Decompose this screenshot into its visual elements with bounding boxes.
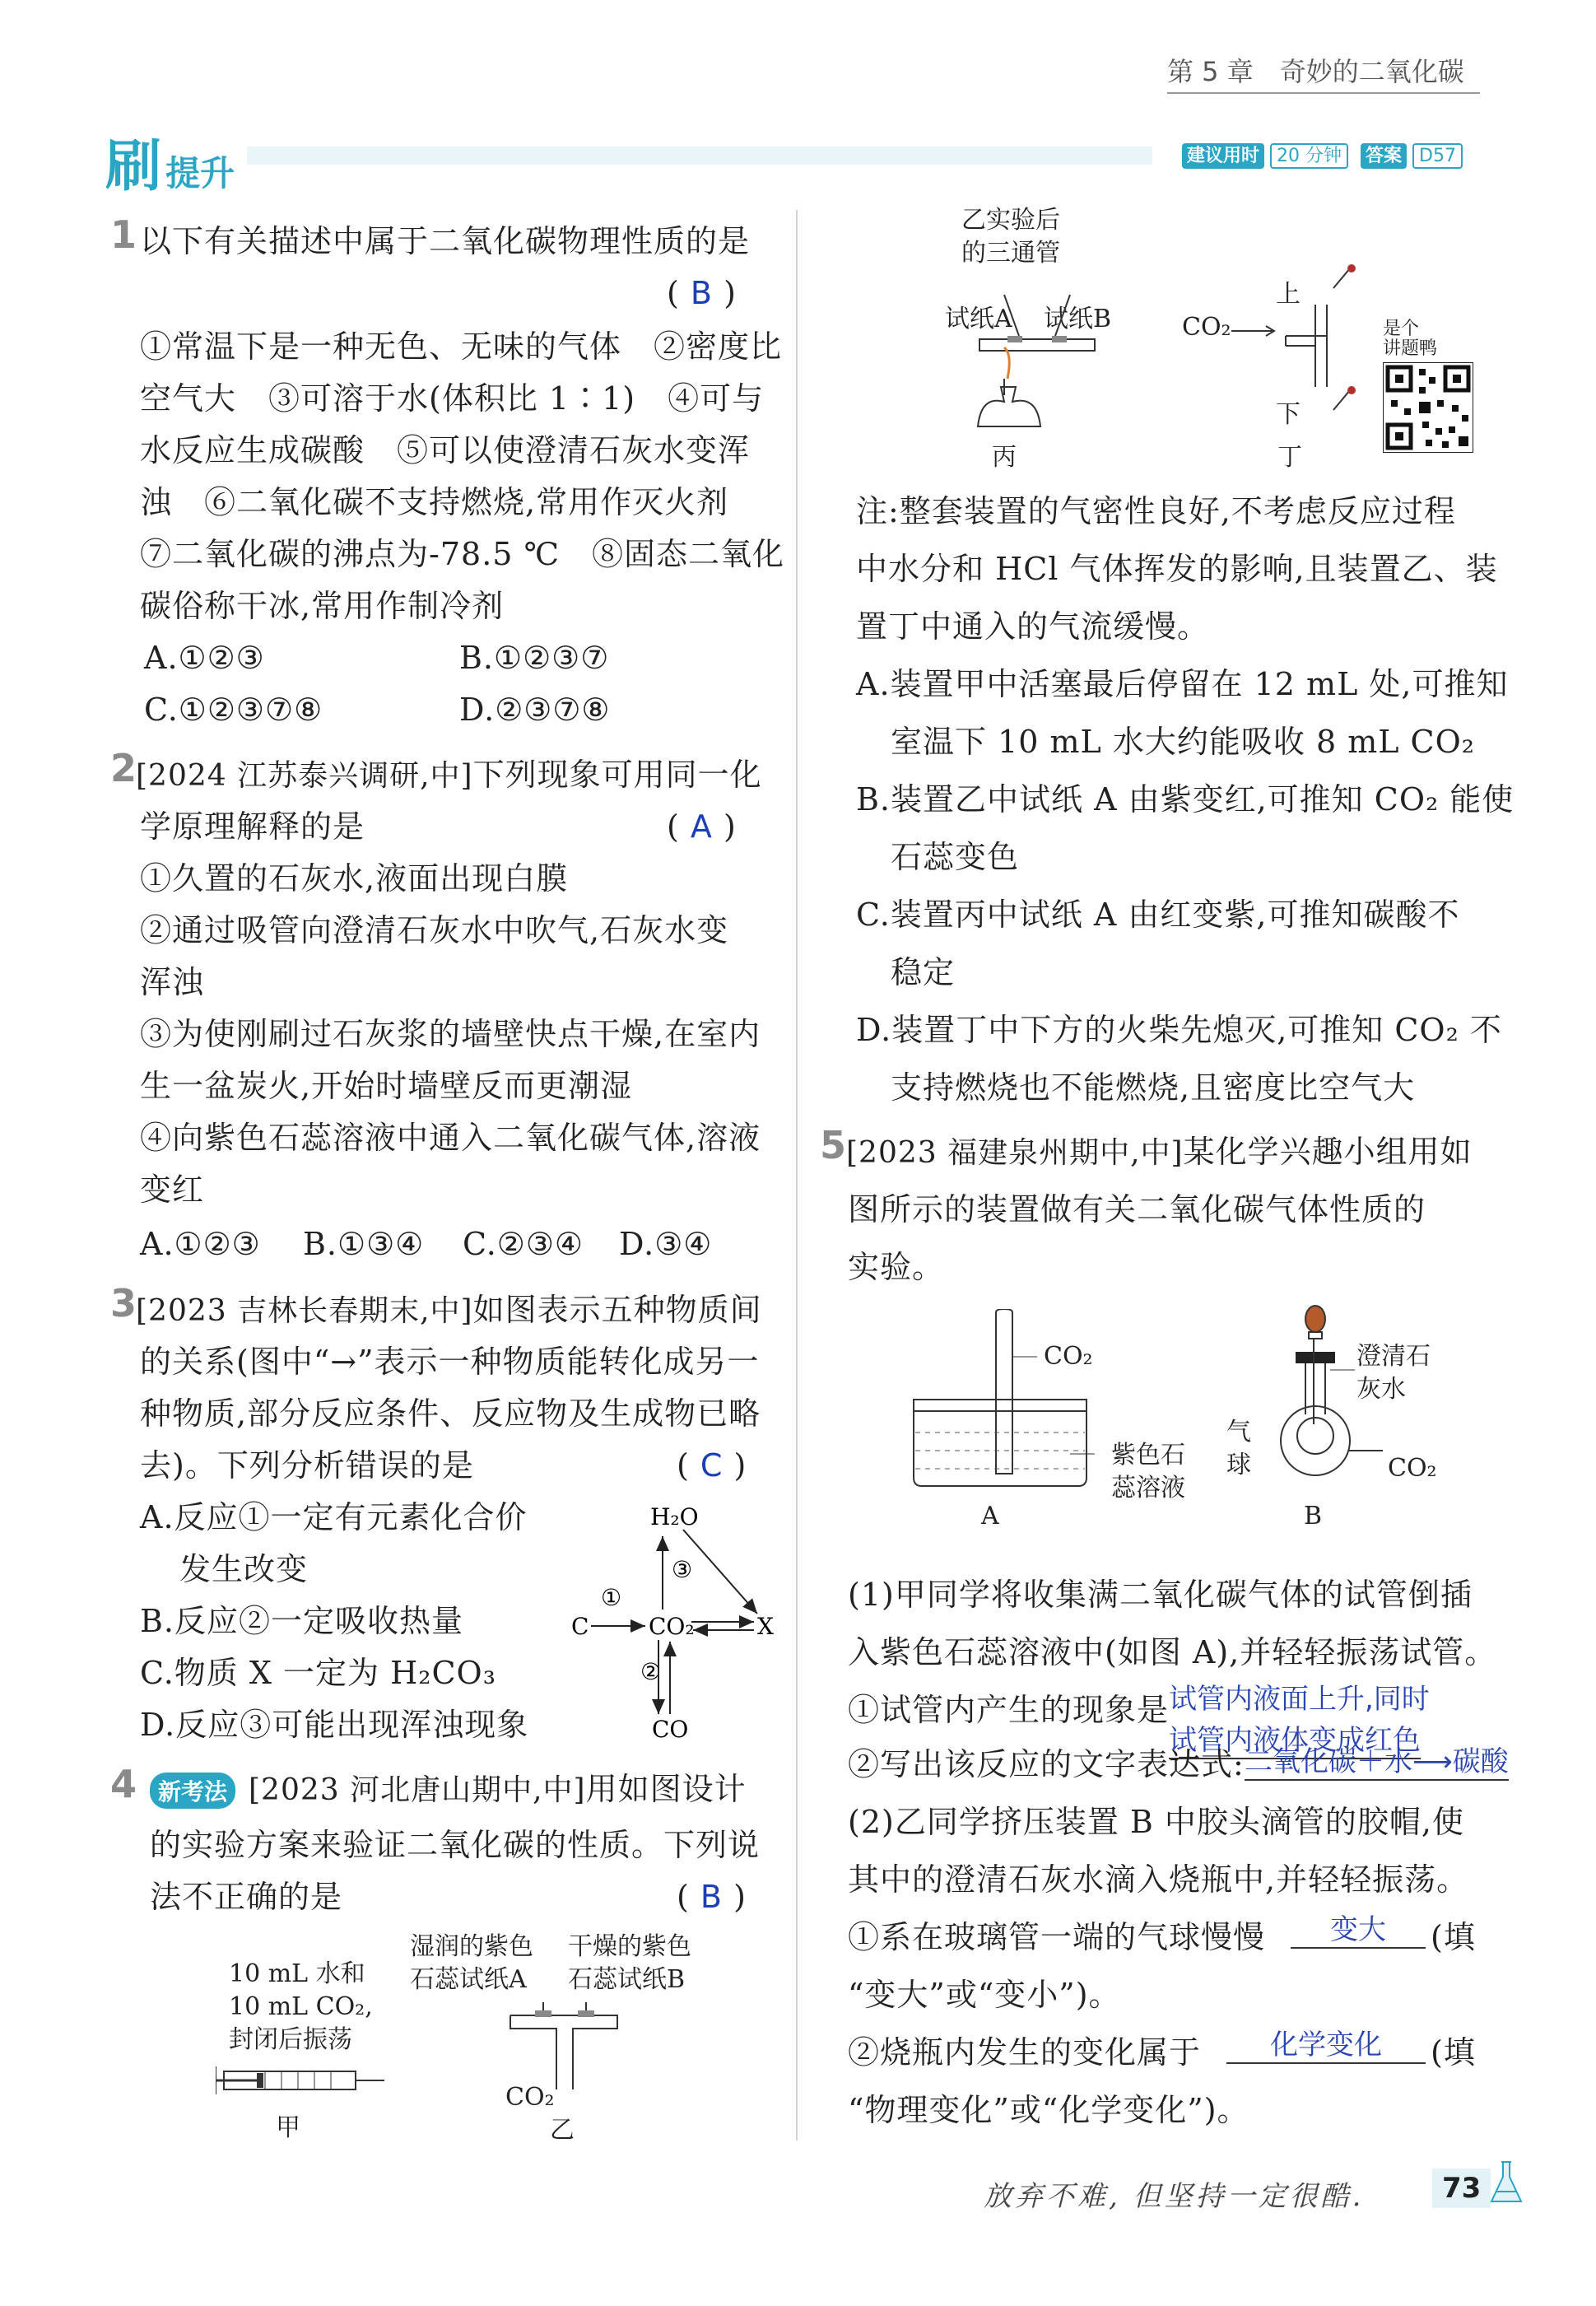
question-5-part-2: 其中的澄清石灰水滴入烧瓶中,并轻轻振荡。 [848, 1861, 1469, 1898]
question-1-statement: ⑦二氧化碳的沸点为-78.5 ℃ ⑧固态二氧化 [140, 536, 785, 572]
question-4-option-d: D.装置丁中下方的火柴先熄灭,可推知 CO₂ 不 [856, 1012, 1502, 1048]
question-3-number: 3 [110, 1281, 137, 1325]
question-5-part-2-q1-post: (填 [1431, 1919, 1476, 1955]
question-4-option-d-cont: 支持燃烧也不能燃烧,且密度比空气大 [891, 1069, 1416, 1106]
question-5-part-2-answer-1: 变大 [1291, 1907, 1426, 1949]
question-4-line: 法不正确的是 [150, 1879, 343, 1915]
question-4-badge: 新考法 [150, 1773, 235, 1809]
fig-bing-apparatus [955, 272, 1103, 436]
question-5-part-2-q2: ②烧瓶内发生的变化属于 [848, 2034, 1202, 2071]
node-co: CO [652, 1716, 689, 1743]
fig-bing-name: 丙 [992, 443, 1017, 472]
question-1-option-a: A.①②③ [144, 640, 265, 676]
fig-yi-gas: CO₂ [505, 2083, 555, 2112]
question-2-statement: ①久置的石灰水,液面出现白膜 [140, 860, 569, 897]
question-5-part-2: (2)乙同学挤压装置 B 中胶头滴管的胶帽,使 [848, 1804, 1464, 1840]
question-2-statement: ④向紫色石蕊溶液中通入二氧化碳气体,溶液 [140, 1120, 761, 1156]
header-band [247, 147, 1152, 165]
question-5-line: 实验。 [848, 1249, 945, 1285]
section-badge [105, 122, 235, 202]
label-r3: ③ [672, 1556, 693, 1583]
question-4-option-c: C.装置丙中试纸 A 由红变紫,可推知碳酸不 [856, 897, 1460, 933]
question-4-source: [2023 河北唐山期中,中] [249, 1773, 586, 1807]
question-3-line-1: [2023 吉林长春期末,中]如图表示五种物质间 [136, 1292, 762, 1328]
question-2-statement: 生一盆炭火,开始时墙壁反而更潮湿 [140, 1068, 633, 1104]
flask-icon [1488, 2159, 1524, 2206]
fig-ding-name: 丁 [1277, 443, 1302, 472]
question-2-statement: ②通过吸管向澄清石灰水中吹气,石灰水变 [140, 912, 729, 948]
question-3-option-b: B.反应②一定吸收热量 [140, 1603, 464, 1639]
question-4-line: 的实验方案来验证二氧化碳的性质。下列说 [150, 1827, 761, 1863]
question-4-answer: ( B ) [677, 1879, 747, 1915]
fig-yi-name: 乙 [550, 2116, 575, 2145]
question-5-part-1-q1: ①试管内产生的现象是 [848, 1692, 1170, 1728]
question-3-option-a: A.反应①一定有元素化合价 [140, 1499, 528, 1535]
node-c: C [571, 1613, 589, 1640]
question-5-part-1-answer-2: 二氧化碳＋水⟶碳酸 [1245, 1739, 1509, 1781]
question-3-line: 种物质,部分反应条件、反应物及生成物已略 [140, 1395, 761, 1432]
question-5-line: 图所示的装置做有关二氧化碳气体性质的 [848, 1191, 1426, 1228]
question-2-line-2: 学原理解释的是 [140, 808, 365, 845]
question-5-part-2-q2-cont: “物理变化”或“化学变化”)。 [848, 2092, 1249, 2128]
question-1-statement: 水反应生成碳酸 ⑤可以使澄清石灰水变浑 [140, 432, 751, 468]
question-1-statement: ①常温下是一种无色、无味的气体 ②密度比 [140, 328, 783, 365]
section-sub: 提升 [165, 153, 235, 193]
question-4-option-b: B.装置乙中试纸 A 由紫变红,可推知 CO₂ 能使 [856, 781, 1515, 818]
fig-bing-paper-a: 试纸A [945, 305, 1012, 333]
question-1-statement: 碳俗称干冰,常用作制冷剂 [140, 588, 505, 624]
question-2-option-b: B.①③④ [303, 1226, 425, 1262]
fig-ding-up: 上 [1276, 280, 1301, 309]
question-5-part-1-answer-1: 试管内液面上升,同时 [1169, 1683, 1430, 1716]
fig-bing-paper-b: 试纸B [1044, 305, 1112, 333]
fig-a-solution: 紫色石 蕊溶液 [1111, 1441, 1185, 1502]
fig-yi-left-label: 湿润的紫色 石蕊试纸A [410, 1932, 533, 1994]
question-2-statement: 变红 [140, 1172, 205, 1208]
question-2-answer: ( A ) [667, 808, 737, 845]
question-5-part-1-answer-1-cont: 试管内液体变成红色 [1169, 1717, 1421, 1759]
question-5-part-1-q2: ②写出该反应的文字表达式: [848, 1746, 1245, 1782]
chapter-title: 第 5 章 奇妙的二氧化碳 [1167, 56, 1464, 87]
node-co2: CO₂ [649, 1613, 695, 1640]
column-divider [796, 210, 798, 2141]
question-3-option-c: C.物质 X 一定为 H₂CO₃ [140, 1655, 496, 1691]
question-3-line: 的关系(图中“→”表示一种物质能转化成另一 [140, 1344, 760, 1380]
node-h2o: H₂O [650, 1503, 699, 1530]
question-4-option-c-cont: 稳定 [891, 954, 956, 990]
question-1-number: 1 [110, 212, 137, 257]
question-2-source: [2024 江苏泰兴调研,中] [136, 759, 473, 793]
question-5-part-2-q1-cont: “变大”或“变小”)。 [848, 1977, 1121, 2013]
label-r1: ① [601, 1584, 622, 1611]
label-r2: ② [640, 1658, 662, 1685]
fig-jia-label: 10 mL 水和 10 mL CO₂, 封闭后振荡 [229, 1959, 373, 2054]
question-4-option-a-cont: 室温下 10 mL 水大约能吸收 8 mL CO₂ [891, 724, 1476, 760]
fig-jia-name: 甲 [276, 2113, 300, 2142]
question-5-part-2-q1: ①系在玻璃管一端的气球慢慢 [848, 1919, 1266, 1955]
question-5-number: 5 [820, 1123, 847, 1167]
question-5-part-1: (1)甲同学将收集满二氧化碳气体的试管倒插 [848, 1577, 1473, 1613]
page-number: 73 [1432, 2169, 1491, 2208]
question-4-note: 注:整套装置的气密性良好,不考虑反应过程 [856, 493, 1456, 529]
question-3-option-d: D.反应③可能出现浑浊现象 [140, 1707, 529, 1743]
fig-bing-title: 乙实验后 的三通管 [961, 206, 1060, 268]
question-5-line-1: [2023 福建泉州期中,中]某化学兴趣小组用如 [846, 1134, 1473, 1170]
fig-ding-gas: CO₂ [1182, 313, 1231, 342]
question-4-number: 4 [110, 1762, 137, 1806]
fig-yi-right-label: 干燥的紫色 石蕊试纸B [568, 1932, 691, 1994]
fig-a-gas: CO₂ [1044, 1342, 1093, 1371]
question-3-answer: ( C ) [677, 1447, 747, 1484]
question-1-option-c: C.①②③⑦⑧ [144, 692, 323, 728]
question-5-part-1: 入紫色石蕊溶液中(如图 A),并轻轻振荡试管。 [848, 1634, 1497, 1670]
question-2-option-c: C.②③④ [463, 1226, 584, 1262]
question-2-option-d: D.③④ [619, 1226, 713, 1262]
footer-motto: 放弃不难, 但坚持一定很酷. [984, 2180, 1365, 2213]
arrow-h2o-x [683, 1530, 757, 1614]
fig-yi-tube [494, 2001, 634, 2091]
fig-b-balloon: 气 球 [1226, 1418, 1251, 1479]
question-2-number: 2 [110, 746, 137, 790]
question-1-option-b: B.①②③⑦ [459, 640, 610, 676]
question-4-option-a: A.装置甲中活塞最后停留在 12 mL 处,可推知 [856, 666, 1509, 702]
qr-hint: 是个 讲题鸭 [1383, 319, 1438, 359]
fig-b-name: B [1304, 1502, 1323, 1530]
question-1-stem: 以下有关描述中属于二氧化碳物理性质的是 [140, 223, 751, 259]
fig-ding-apparatus [1226, 263, 1375, 453]
question-3-source: [2023 吉林长春期末,中] [136, 1294, 473, 1328]
fig-b-limewater: 澄清石 灰水 [1356, 1342, 1431, 1404]
question-5-part-2-q2-post: (填 [1431, 2034, 1476, 2071]
question-2-statement: 浑浊 [140, 964, 205, 1000]
time-badge: 建议用时 20 分钟 答案 D57 [1182, 142, 1463, 167]
question-2-line-1: [2024 江苏泰兴调研,中]下列现象可用同一化 [136, 757, 762, 793]
fig-a-apparatus [905, 1309, 1095, 1498]
fig-jia-syringe [216, 2058, 389, 2108]
fig-a-name: A [981, 1502, 999, 1530]
fig-b-gas: CO₂ [1388, 1454, 1437, 1483]
question-3-line: 去)。下列分析错误的是 [140, 1447, 474, 1484]
node-x: X [757, 1613, 774, 1640]
fig-ding-down: 下 [1276, 400, 1301, 429]
question-1-option-d: D.②③⑦⑧ [459, 692, 611, 728]
question-2-statement: ③为使刚刷过石灰浆的墙壁快点干燥,在室内 [140, 1016, 761, 1052]
question-5-part-2-answer-2: 化学变化 [1226, 2022, 1426, 2064]
question-4-note: 中水分和 HCl 气体挥发的影响,且装置乙、装 [856, 551, 1498, 587]
question-2-option-a: A.①②③ [140, 1226, 261, 1262]
question-4-option-b-cont: 石蕊变色 [891, 839, 1020, 875]
question-1-statement: 空气大 ③可溶于水(体积比 1∶1) ④可与 [140, 380, 765, 417]
qr-code-icon[interactable] [1383, 362, 1473, 453]
question-1-statement: 浊 ⑥二氧化碳不支持燃烧,常用作灭火剂 [140, 484, 729, 520]
header-rule [1167, 92, 1480, 94]
section-main: 刷 [105, 134, 162, 199]
question-5-source: [2023 福建泉州期中,中] [846, 1136, 1184, 1170]
question-1-answer: ( B ) [667, 275, 737, 311]
question-3-reaction-diagram [560, 1498, 790, 1745]
question-3-option-a-cont: 发生改变 [179, 1551, 309, 1587]
question-4-line-1: [2023 河北唐山期中,中]用如图设计 [249, 1771, 747, 1807]
question-4-note: 置丁中通入的气流缓慢。 [856, 608, 1210, 645]
